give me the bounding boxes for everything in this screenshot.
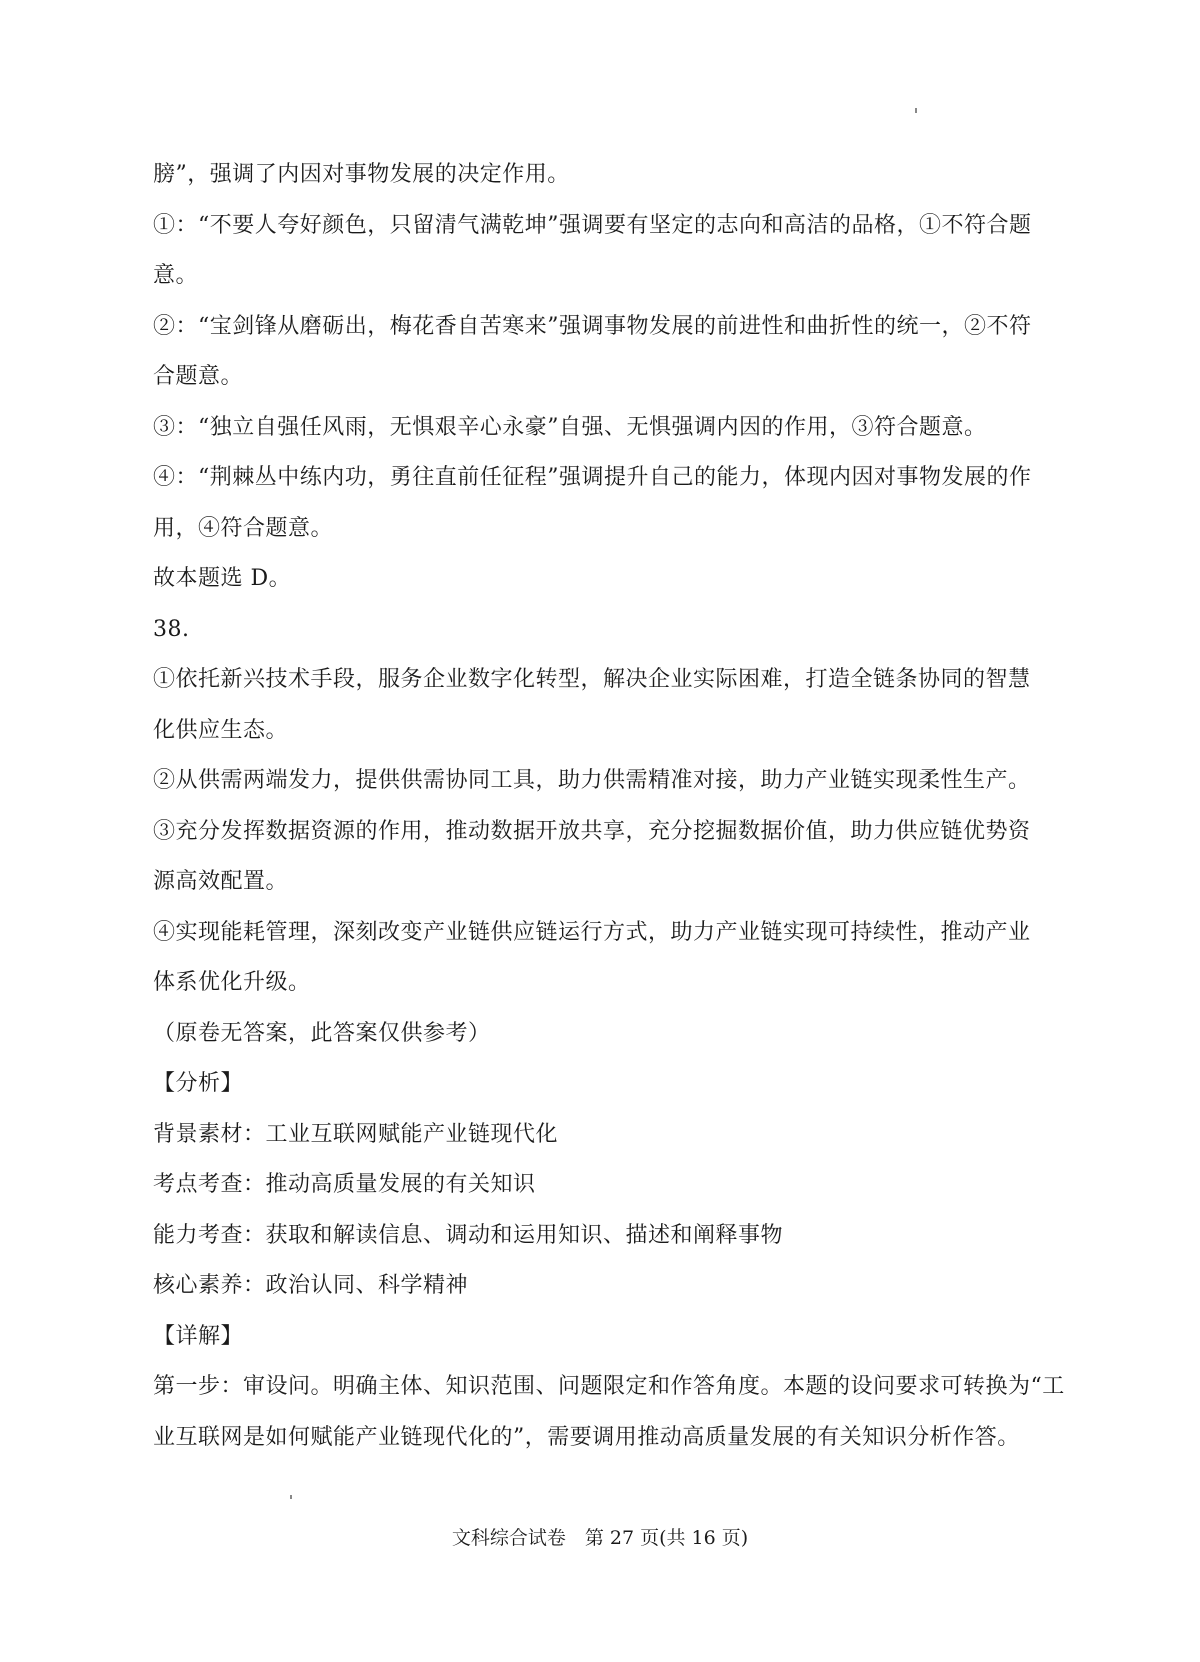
text-line: ①：“不要人夸好颜色，只留清气满乾坤”强调要有坚定的志向和高洁的品格，①不符合题	[153, 212, 1032, 238]
text-line: 合题意。	[153, 364, 244, 389]
text-line: 核心素养：政治认同、科学精神	[153, 1273, 469, 1298]
text-line: 用，④符合题意。	[153, 515, 334, 541]
text-line: 业互联网是如何赋能产业链现代化的”，需要调用推动高质量发展的有关知识分析作答。	[153, 1424, 1020, 1450]
section-heading-explanation: 【详解】	[153, 1323, 244, 1349]
text-line: 意。	[153, 263, 199, 288]
question-number: 38.	[153, 616, 190, 642]
text-line: ②从供需两端发力，提供供需协同工具，助力供需精准对接，助力产业链实现柔性生产。	[153, 768, 1031, 793]
text-line: ①依托新兴技术手段，服务企业数字化转型，解决企业实际困难，打造全链条协同的智慧	[153, 667, 1031, 692]
document-body	[153, 150, 1065, 1463]
text-line: ③：“独立自强任风雨，无惧艰辛心永豪”自强、无惧强调内因的作用，③符合题意。	[153, 414, 987, 440]
section-heading-analysis: 【分析】	[153, 1071, 244, 1096]
page-footer: 文科综合试卷 第 27 页(共 16 页)	[451, 1527, 749, 1549]
text-line: 膀”，强调了内因对事物发展的决定作用。	[153, 162, 570, 187]
text-line: 源高效配置。	[153, 869, 289, 894]
note-line: （原卷无答案，此答案仅供参考）	[153, 1020, 491, 1046]
text-line: 能力考查：获取和解读信息、调动和运用知识、描述和阐释事物	[153, 1222, 784, 1248]
text-line: ④实现能耗管理，深刻改变产业链供应链运行方式，助力产业链实现可持续性，推动产业	[153, 919, 1031, 945]
text-line: ④：“荆棘丛中练内功，勇往直前任征程”强调提升自己的能力，体现内因对事物发展的作	[153, 465, 1032, 490]
text-line: 第一步：审设问。明确主体、知识范围、问题限定和作答角度。本题的设问要求可转换为“工	[153, 1374, 1065, 1399]
scan-mark	[915, 108, 917, 113]
text-line: 背景素材：工业互联网赋能产业链现代化	[153, 1121, 559, 1147]
answer-line: 故本题选 D。	[153, 566, 292, 591]
text-line: 考点考查：推动高质量发展的有关知识	[153, 1172, 536, 1197]
text-line: ③充分发挥数据资源的作用，推动数据开放共享，充分挖掘数据价值，助力供应链优势资	[153, 818, 1031, 844]
text-line: 化供应生态。	[153, 717, 289, 743]
text-line: ②：“宝剑锋从磨砺出，梅花香自苦寒来”强调事物发展的前进性和曲折性的统一，②不符	[153, 313, 1032, 339]
scan-mark	[290, 1495, 292, 1499]
text-line: 体系优化升级。	[153, 970, 311, 995]
